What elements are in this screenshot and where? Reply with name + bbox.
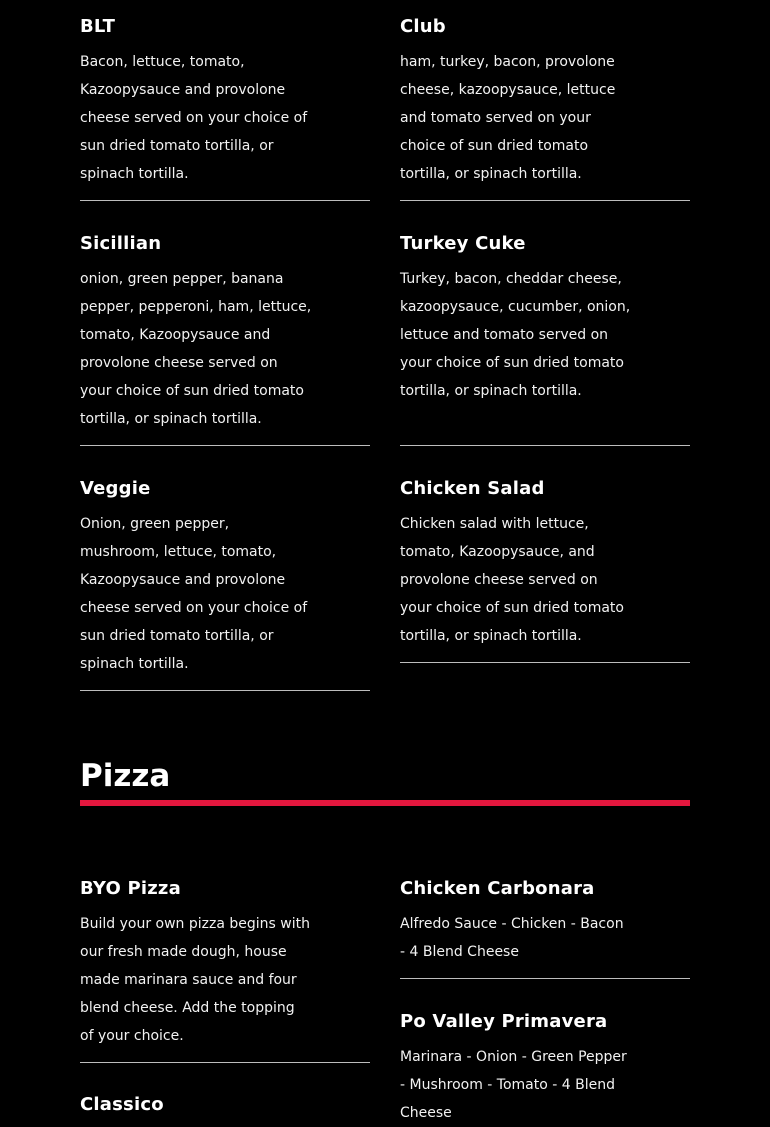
item-name: BLT: [80, 16, 116, 37]
item-description: Alfredo Sauce - Chicken - Bacon - 4 Blend Cheese: [400, 916, 624, 960]
item-description: Bacon, lettuce, tomato, Kazoopysauce and provolone cheese served on your choice of sun dried tomato tortilla, or spinach tortilla.: [80, 54, 308, 182]
item-name: BYO Pizza: [80, 878, 181, 899]
menu-item-classico: [80, 1094, 370, 1116]
item-divider: [400, 662, 690, 663]
menu-item-po-valley-primavera: [400, 1011, 690, 1127]
item-name: Chicken Carbonara: [400, 878, 595, 899]
item-name: Sicillian: [80, 233, 162, 254]
menu-item-blt: [80, 16, 370, 188]
menu-item-club: [400, 16, 690, 188]
item-name: Classico: [80, 1094, 164, 1115]
item-name: Chicken Salad: [400, 478, 545, 499]
item-divider: [80, 445, 370, 446]
item-divider: [80, 1062, 370, 1063]
item-description: ham, turkey, bacon, provolone cheese, kazoopysauce, lettuce and tomato served on your choice of sun dried tomato tortilla, or spinach tortilla.: [400, 54, 616, 182]
item-name: Veggie: [80, 478, 151, 499]
item-divider: [400, 978, 690, 979]
menu-item-chicken-carbonara: [400, 878, 690, 966]
item-name: Po Valley Primavera: [400, 1011, 608, 1032]
menu-item-byo-pizza: [80, 878, 370, 1050]
section-accent-rule: [80, 800, 690, 806]
menu-item-chicken-salad: [400, 478, 690, 650]
item-divider: [400, 445, 690, 446]
item-divider: [80, 690, 370, 691]
item-description: Onion, green pepper, mushroom, lettuce, tomato, Kazoopysauce and provolone cheese served on your choice of sun dried tomato tortilla, or spinach tortilla.: [80, 516, 308, 672]
item-description: Turkey, bacon, cheddar cheese, kazoopysauce, cucumber, onion, lettuce and tomato served on your choice of sun dried tomato tortilla, or spinach tortilla.: [400, 271, 631, 399]
item-description: Build your own pizza begins with our fresh made dough, house made marinara sauce and four blend cheese. Add the topping of your choice.: [80, 916, 310, 1044]
item-description: onion, green pepper, banana pepper, pepperoni, ham, lettuce, tomato, Kazoopysauce and provolone cheese served on your choice of sun dried tomato tortilla, or spinach tortilla.: [80, 271, 312, 427]
item-description: Marinara - Onion - Green Pepper - Mushroom - Tomato - 4 Blend Cheese: [400, 1049, 627, 1121]
menu-item-turkey-cuke: [400, 233, 690, 405]
item-divider: [80, 200, 370, 201]
item-divider: [400, 200, 690, 201]
item-description: Chicken salad with lettuce, tomato, Kazoopysauce, and provolone cheese served on your choice of sun dried tomato tortilla, or spinach tortilla.: [400, 516, 624, 644]
item-name: Turkey Cuke: [400, 233, 526, 254]
item-name: Club: [400, 16, 446, 37]
menu-item-veggie: [80, 478, 370, 678]
section-title-pizza: Pizza: [80, 758, 171, 794]
menu-item-sicillian: [80, 233, 370, 433]
